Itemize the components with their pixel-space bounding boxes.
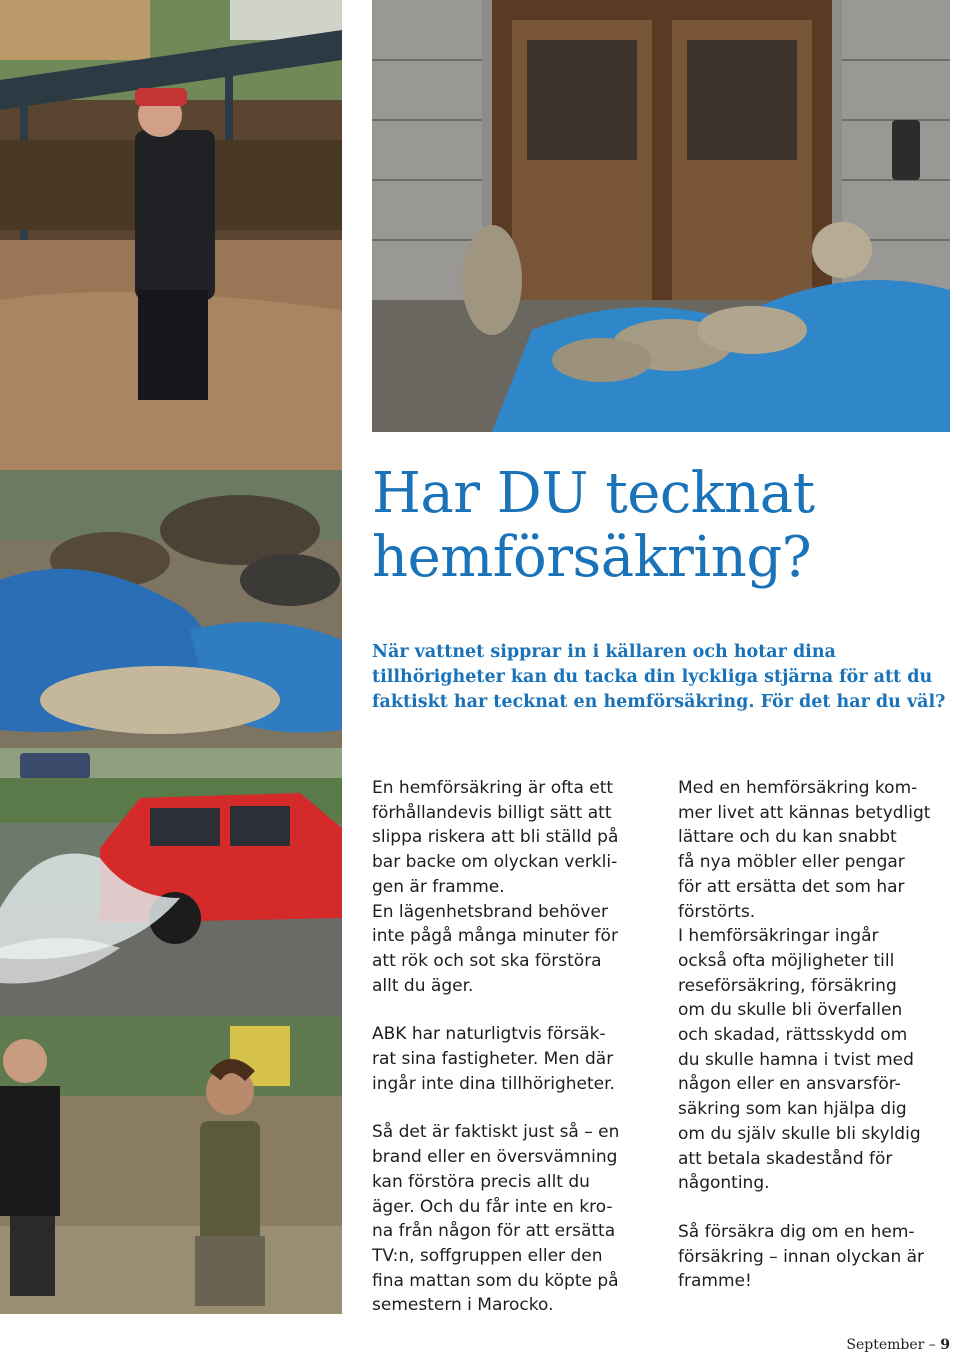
sandbags-tarp-closeup-photo xyxy=(0,470,342,748)
kids-wading-flood-photo xyxy=(0,1016,342,1314)
headline-line-1: Har DU tecknat xyxy=(372,461,815,526)
page-footer xyxy=(846,1337,950,1353)
red-car-splash-photo xyxy=(0,748,342,1016)
flooded-street-man-phone-photo xyxy=(0,0,342,470)
body-column-right xyxy=(678,776,960,1294)
footer-dash: – xyxy=(928,1337,936,1353)
sandbags-entrance-photo xyxy=(372,0,950,432)
body-paragraph: Med en hemförsäkring kom- mer livet att kännas betydligt lättare och du kan snabbt få nya möbler eller pengar för att ersätta det som har förstörts. I hemförsäkringar ingår också ofta möjligheter till reseförsäkring, försäkring om du skulle bli överfallen och skadad, rättsskydd om du skulle hamna i tvist med någon eller en ansvarsför- säkring som kan hjälpa dig om du själv skulle bli skyldig att betala skadestånd för någonting. xyxy=(678,778,931,1194)
page-number: 9 xyxy=(940,1337,950,1353)
footer-month: September xyxy=(846,1337,925,1353)
body-paragraph: Så det är faktiskt just så – en brand eller en översvämning kan förstöra precis allt du äger. Och du får inte en kro- na från någon för att ersätta TV:n, soffgruppen eller den fina mattan som du köpte på semestern i Marocko. xyxy=(372,1122,620,1316)
headline-line-2: hemförsäkring? xyxy=(372,525,812,590)
body-paragraph: En hemförsäkring är ofta ett förhållandevis billigt sätt att slippa riskera att bli ställd på bar backe om olyckan verkli- gen är framme. En lägenhetsbrand behöver inte pågå många minuter för att rök och sot ska förstöra allt du äger. xyxy=(372,778,619,996)
body-column-left xyxy=(372,776,662,1318)
page-headline xyxy=(372,462,952,590)
ingress-paragraph: När vattnet sipprar in i källaren och hotar dina tillhörigheter kan du tacka din lyckliga stjärna för att du faktiskt har tecknat en hemförsäkring. För det har du väl? xyxy=(372,642,946,712)
body-paragraph: ABK har naturligtvis försäk- rat sina fastigheter. Men där ingår inte dina tillhörigheter. xyxy=(372,1024,615,1094)
body-paragraph: Så försäkra dig om en hem- försäkring – innan olyckan är framme! xyxy=(678,1221,925,1292)
